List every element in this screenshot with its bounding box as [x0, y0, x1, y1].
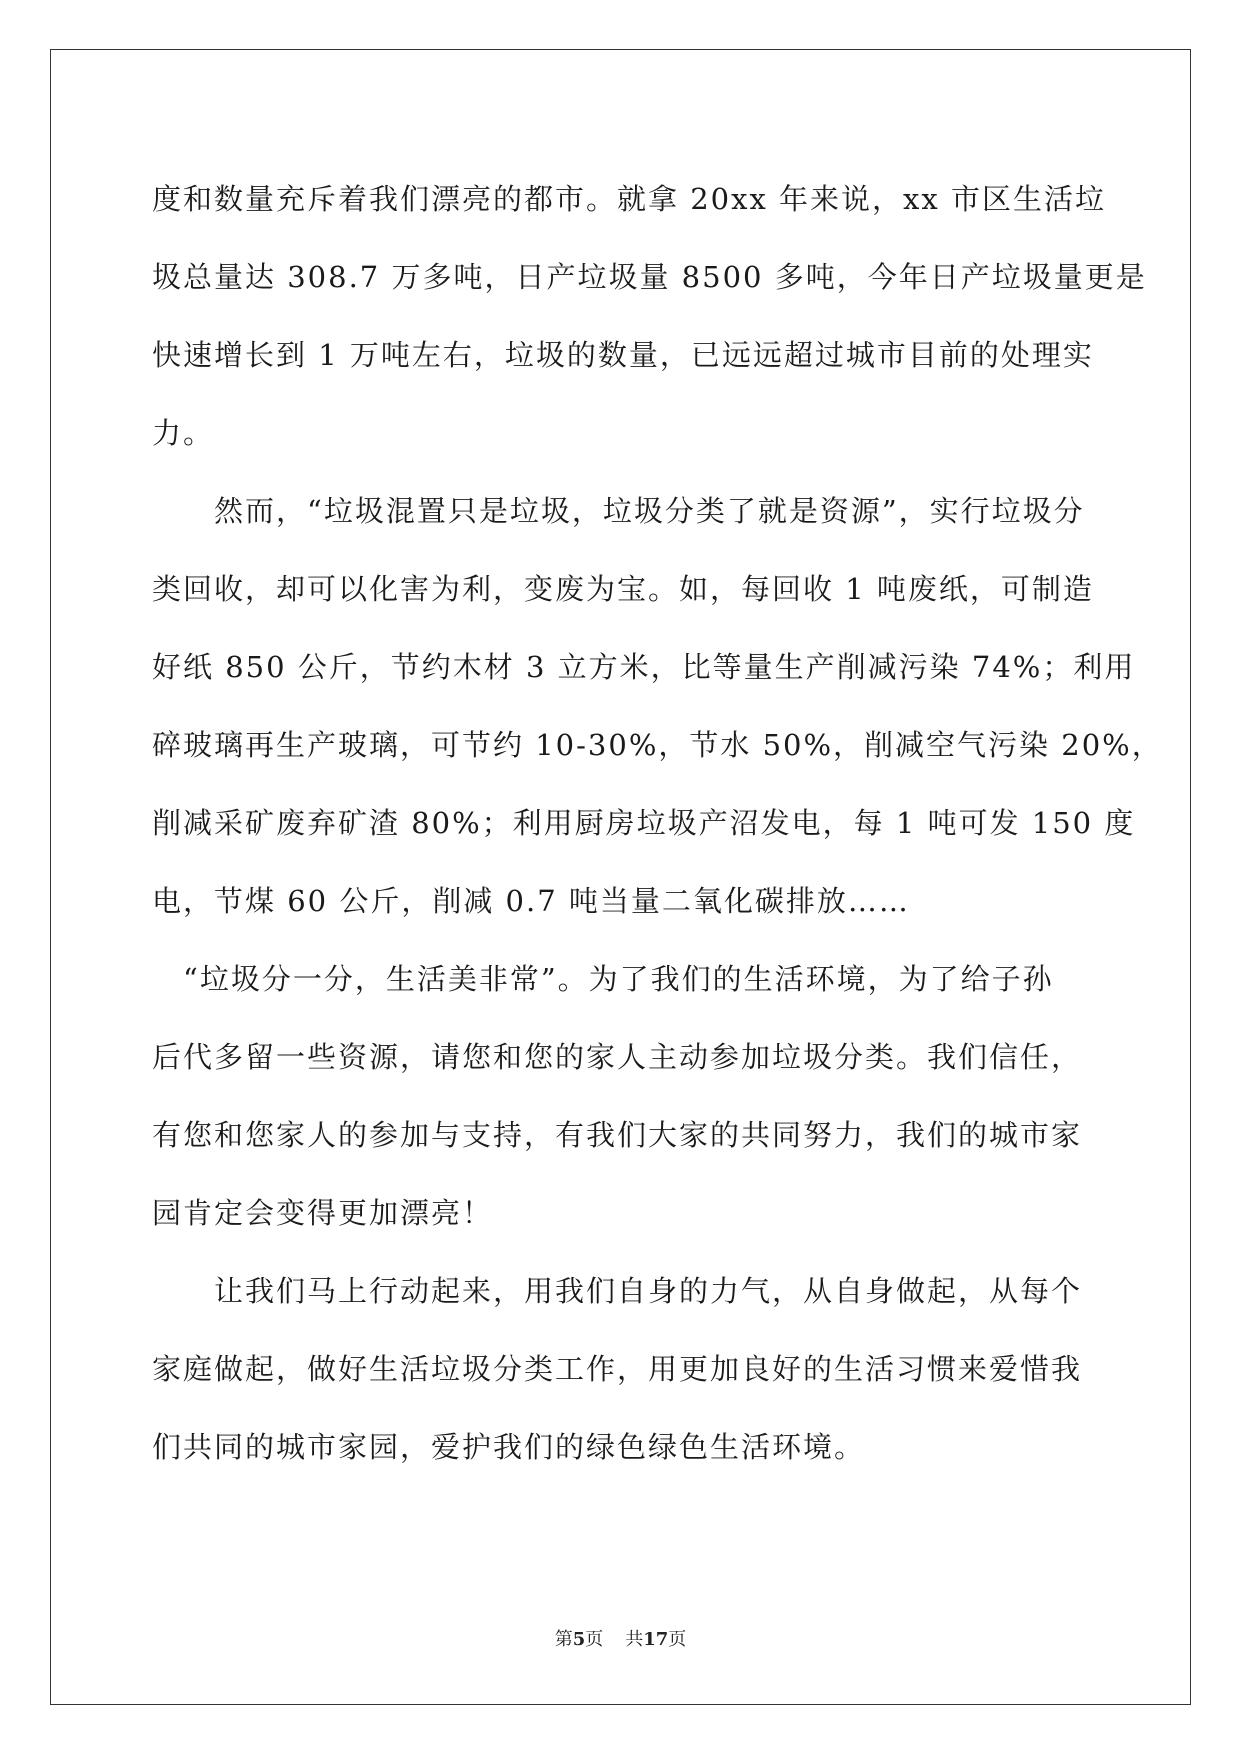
page-suffix: 页: [585, 1629, 604, 1650]
text-line: “垃圾分一分，生活美非常”。为了我们的生活环境，为了给子孙: [152, 962, 1054, 996]
text-line: 好纸 850 公斤，节约木材 3 立方米，比等量生产削减污染 74%；利用: [152, 650, 1136, 684]
page-footer: [0, 1625, 1241, 1651]
page-number: 5: [572, 1629, 586, 1650]
page-prefix: 第: [554, 1629, 573, 1650]
total-prefix: 共: [625, 1629, 644, 1650]
text-line: 削减采矿废弃矿渣 80%；利用厨房垃圾产沼发电，每 1 吨可发 150 度: [152, 806, 1136, 840]
document-body: [152, 160, 1163, 1486]
paragraph-2: [152, 472, 1163, 940]
text-line: 们共同的城市家园，爱护我们的绿色绿色生活环境。: [152, 1430, 866, 1464]
text-line: 碎玻璃再生产玻璃，可节约 10-30%，节水 50%，削减空气污染 20%，: [152, 728, 1163, 762]
text-line: 让我们马上行动起来，用我们自身的力气，从自身做起，从每个: [152, 1274, 1083, 1308]
text-line: 园肯定会变得更加漂亮！: [152, 1196, 494, 1230]
paragraph-3: [152, 940, 1092, 1252]
paragraph-4: [152, 1252, 1092, 1486]
text-line: 类回收，却可以化害为利，变废为宝。如，每回收 1 吨废纸，可制造: [152, 572, 1094, 606]
text-line: 电，节煤 60 公斤，削减 0.7 吨当量二氧化碳排放……: [152, 884, 910, 918]
text-line: 后代多留一些资源，请您和您的家人主动参加垃圾分类。我们信任，: [152, 1040, 1083, 1074]
text-line: 然而，“垃圾混置只是垃圾，垃圾分类了就是资源”，实行垃圾分: [152, 494, 1085, 528]
text-line: 快速增长到 1 万吨左右，垃圾的数量，已远远超过城市目前的处理实: [152, 338, 1094, 372]
total-pages: 17: [643, 1629, 669, 1650]
text-line: 度和数量充斥着我们漂亮的都市。就拿 20xx 年来说，xx 市区生活垃: [152, 182, 1106, 216]
text-line: 有您和您家人的参加与支持，有我们大家的共同努力，我们的城市家: [152, 1118, 1083, 1152]
text-line: 力。: [152, 416, 215, 450]
text-line: 圾总量达 308.7 万多吨，日产垃圾量 8500 多吨，今年日产垃圾量更是: [152, 260, 1147, 294]
total-suffix: 页: [668, 1629, 687, 1650]
text-line: 家庭做起，做好生活垃圾分类工作，用更加良好的生活习惯来爱惜我: [152, 1352, 1083, 1386]
paragraph-1: [152, 160, 1147, 472]
